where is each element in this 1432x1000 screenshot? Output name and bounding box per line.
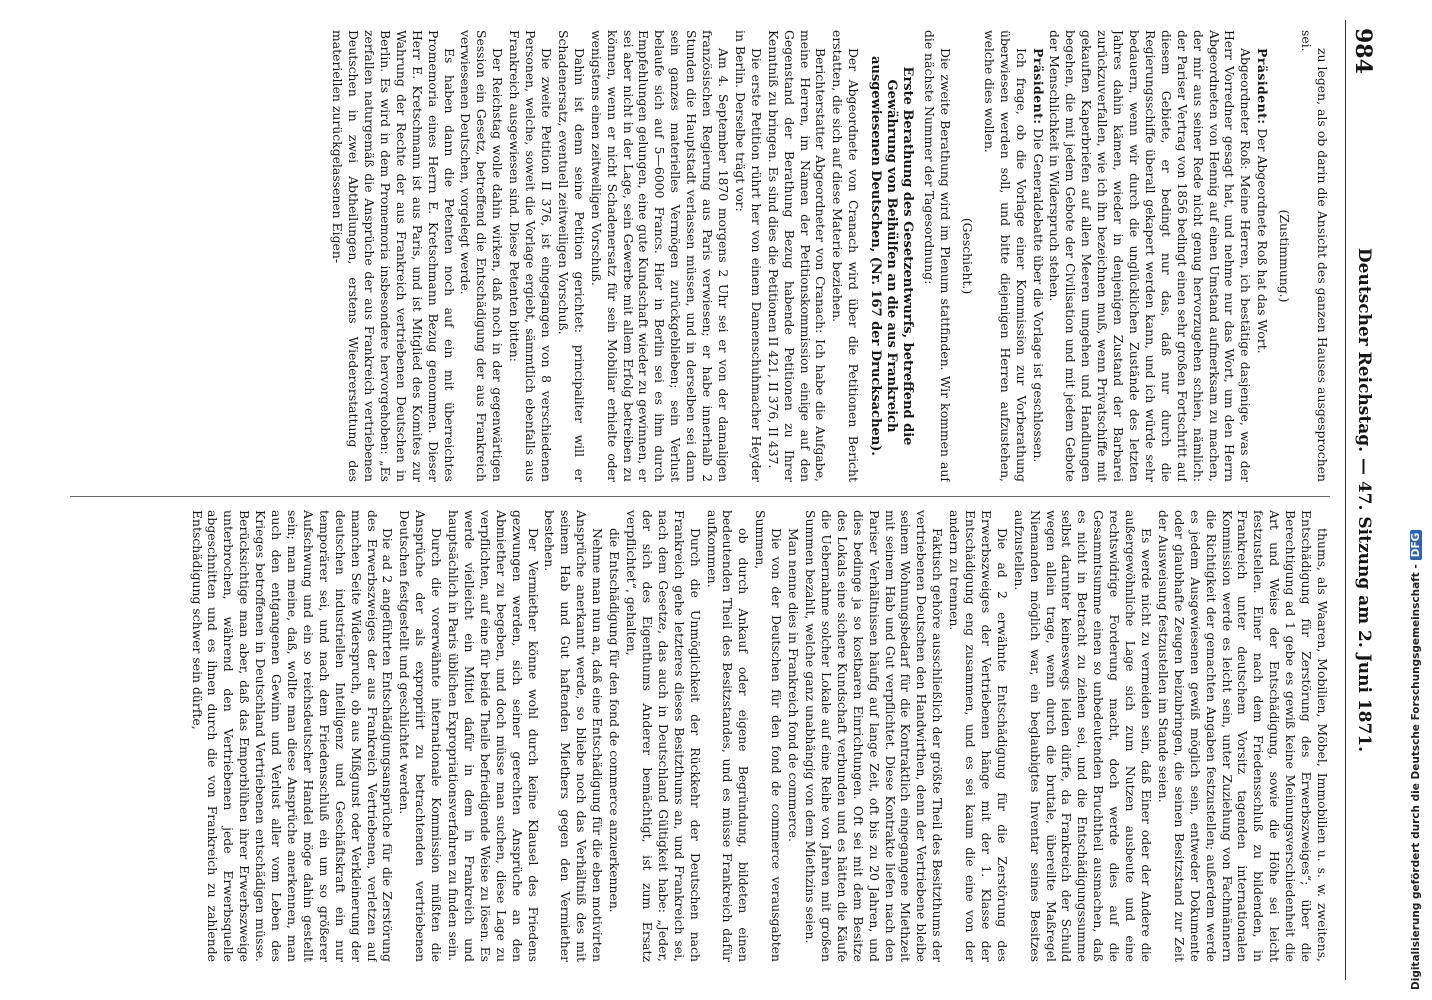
paragraph	[1047, 30, 1254, 482]
paragraph	[732, 30, 764, 482]
left-column	[60, 30, 1330, 482]
speaker-label: Präsident:	[1255, 48, 1271, 125]
paragraph-text: Am 4. September 1870 morgens 2 Uhr sei er von der damaligen französischen Regierung aus Paris verwiesen; er habe innerhalb 2 Stunden die Hauptstadt verlassen müssen, und in derselben sei dann sein ganzes materielles Vermögen zurückgeblieben; sein Verlust belaufe sich auf 5—6000 Francs. Hier in Berlin sei es ihm durch Empfehlungen gelungen, eine gute Kundschaft wieder zu gewinnen, er sei aber nicht in der Lage, sein Gewerbe mit allem Erfolg betreiben zu können, wenn er nicht Schadenersatz für sein Mobiliar erhielte oder wenigstens einen zeitweiligen Vorschuß.	[588, 30, 731, 482]
page-title: Deutscher Reichstag. — 47. Sitzung am 2. Juni 1871.	[1354, 247, 1374, 753]
credit-text: Digitalisierung gefördert durch die Deutsche Forschungsgemeinschaft -	[1410, 564, 1422, 990]
speaker-label: Präsident:	[1030, 48, 1046, 125]
paragraph-text: Abgeordneter Roß: Meine Herren, ich bestätige dasjenige, was der Herr Vorredner gesagt hat, und nehme nur das Wort, um den Herrn Abgeordneten von Hennig auf einen Umstand aufmerksam zu machen, der mir aus seiner Rede nicht genug hervorzugehen schien, nämlich: der Pariser Vertrag von 1856 bedingt einen sehr großen Fortschritt auf diesem Gebiete, er bedingt nur das, daß nur durch die Regierungsschiffe überall gekapert werden kann, und ich würde sehr bedauern, wenn wir durch die unglücklichen Zustände des letzten Jahres dahin kämen, wieder in denjenigen Zustand der Barbarei zurückzuverfallen, wie ich ihn bezeichnen muß, wenn Privatschiffe mit gekauften Kaperbriefen auf allen Meeren umgehen und Handlungen begehen, die mit jedem Gebote der Civilisation und mit jedem Gebote der Menschlichkeit in Widerspruch stehen.	[1047, 30, 1254, 482]
stage-direction	[959, 30, 975, 482]
paragraph	[189, 510, 396, 962]
paragraph-text: Die zweite Petition II 376, ist eingegangen von 8 verschiedenen Personen, welche, soweit die Vorlage ergiebt, sämmtlich ebenfalls aus Frankreich ausgewiesen sind. Diese Petenten bitten:	[507, 30, 555, 482]
stage-direction	[1276, 30, 1292, 482]
paragraph	[1298, 30, 1330, 482]
paragraph-text: Durch die vorerwähnte internationale Kommission müßten die Ansprüche der als expropriirt zu betrachtenden vertriebenen Deutschen festgestellt und geschlichtet werden.	[397, 510, 445, 962]
paragraph-text: Faktisch gehöre ausschließlich der größte Theil des Besitzthums der vertriebenen Deutschen den Handwirthen, denn der Vertriebene bleibe seinem Wohnungsbedarf für die Kontraktlich eingegangene Miethzeit mit seinem Hab und Gut verpflichtet. Diese Kontrakte liefen nach den Pariser Verhältnissen häufig auf lange Zeit, oft bis zu 20 Jahren, und dies bedinge ja so kostbaren Einrichtungen. Oft sei mit dem Besitze des Lokals eine sichere Kundschaft verbunden und es hätten die Käufe die Uebernahme solcher Lokale auf eine Reihe von Jahren mit großen Summen bezahlt, welche ganz unabhängig von dem Miethzins seien.	[803, 510, 946, 962]
paragraph	[506, 30, 554, 482]
paragraph	[829, 30, 861, 482]
paragraph-text: Ich frage, ob die Vorlage einer Kommission zur Vorberathung überwiesen werden soll, und bitte diejenigen Herren aufzustehen, welche dies wollen.	[981, 30, 1029, 482]
paragraph-text: Es haben dann die Petenten noch auf ein mit überreichtes Promemoria eines Herrn E. Kretschmann Bezug genommen. Dieser Herr E. Kretschmann ist aus Paris, und ist Mitglied des Komites zur Wahrung der Rechte der aus Frankreich vertriebenen Deutschen in Berlin. Es wird in dem Promemoria insbesondere hervorgehoben: „Es zerfallen naturgemäß die Ansprüche der aus Frankreich vertriebenen Deutschen in zwei Abtheilungen, erstens Wiedererstattung des materiellen zurückgelassenen Eigen-	[330, 30, 457, 482]
paragraph-text: Es werde nicht zu vermeiden sein, daß Einer oder der Andere die außergewöhnliche Lage sich zum Nutzen ausbeute und eine rechtswidrige Forderung macht, doch werde dies auf die Gesammtsumme einen so unbedeutenden Bruchtheil ausmachen, daß es nicht in Betracht zu ziehen sei, und die Entschädigungssumme selbst darunter keineswegs leiden dürfe, da Frankreich der Schuld wegen allein trage, wenn durch die brutale, übereilte Maßregel Niemanden möglich war, ein beglaubigtes Inventar seines Besitzes aufzustellen.	[1011, 510, 1155, 962]
paragraph-text: Die von der Deutschen für den fond de commerce verausgabten Summen,	[753, 510, 785, 962]
paragraph	[458, 30, 506, 482]
paragraph-text: Durch die Unmöglichkeit der Rückkehr der Deutschen nach Frankreich gehe letzteres dieses Besitzthums an, und Frankreich sei, nach dem Gesetze, das auch in Deutschland Gültigkeit habe: „Jeder, der sich des Eigenthums Anderer bemächtigt, ist zum Ersatz verpflichtet“, gehalten,	[624, 510, 703, 962]
right-column	[60, 510, 1330, 962]
paragraph	[623, 510, 703, 962]
paragraph-text: thums, als Waaren, Mobilien, Möbel, Immobilien u. s. w. zweitens, Entschädigung für Zerstörung des Erwerbszweiges“; über die Berechtigung ad 1 gebe es gewiß keine Meinungsverschiedenheit die Art und Weise der Entschädigung, sowie die Höhe sei leicht festzustellen. Einer nach dem Friedensschluß zu bildenden, in Frankreich unter deutschem Vorsitz tagenden internationalen Kommission werde es leicht sein, unter Zuziehung von Fachmännern die Richtigkeit der gemachten Angaben festzustellen; außerdem werde es jedem Ausgewiesenen gewiß möglich sein, entweder Dokumente oder glaubhafte Zeugen beizubringen, die seinen Besitzstand zur Zeit der Ausweisung festzustellen im Stande seien.	[1155, 510, 1330, 962]
paragraph	[1254, 30, 1270, 482]
paragraph	[588, 30, 731, 482]
paragraph	[1030, 30, 1046, 482]
dfg-logo: DFG	[1410, 530, 1422, 561]
paragraph	[606, 510, 622, 962]
paragraph-text: (Zustimmung.)	[1277, 209, 1293, 303]
page-header	[1345, 20, 1380, 980]
paragraph	[542, 510, 606, 962]
paragraph	[329, 30, 456, 482]
paragraph	[765, 30, 829, 482]
paragraph	[445, 510, 540, 962]
paragraph	[802, 510, 945, 962]
paragraph	[555, 30, 587, 482]
paragraph-text: Die ad 2 angeführten Entschädigungsansprüche für die Zerstörung des Erwerbszweiges der aus Frankreich Vertriebenen, verletzen auf manchen Seite Widerspruch, ob aus Mißgunst oder Verkleinerung der deutschen industriellen Intelligenz und Geschäftskraft ein nur temporärer sei, und nach dem Friedensschluß ein um so größerer Aufschwung und ein so reichsdeutscher Handel möge dahin gestellt sein; man meine, daß, wollte man diese Ansprüche anerkennen, man auch den entgangenen Gewinn und Verlust aller vom Leben des Krieges betroffenen in Deutschland Vertriebenen entschädigen müsse. Berücksichtige man aber, daß das Emporblühen ihrer Erwerbszweige unterbrochen, während den Vertriebenen jede Erwerbsquelle abgeschnitten und es ihnen durch die von Frankreich zu zahlende Entschädigung schwer sein dürfte,	[189, 510, 396, 962]
paragraph-text: Erste Berathung des Gesetzentwurfs, betreffend die Gewährung von Beihülfen an die aus Frankreich ausgewiesenen Deutschen, (Nr. 167 der Drucksachen).	[868, 56, 916, 456]
paragraph	[921, 30, 953, 482]
paragraph	[752, 510, 784, 962]
paragraph-text: Der Reichstag wolle dahin wirken, daß noch in der gegenwärtigen Session ein Gesetz, betreffend die Entschädigung der aus Frankreich verwiesenen Deutschen, vorgelegt werde.	[458, 30, 506, 482]
agenda-heading	[867, 38, 915, 474]
paragraph-text: Der Vermiether könne wohl durch keine Klausel des Friedens gezwungen werden, sich seiner gerechten Ansprüche an den Abmiether zu begeben, und doch müsse man suchen, diese Lage zu verpflichten, auf eine für beide Theile befriedigende Weise zu lösen. Es werde vielleicht ein Mittel dafür in dem in Frankreich und hauptsächlich in Paris üblichen Expropriationsverfahren zu finden sein.	[446, 510, 541, 962]
paragraph-text: ob durch Ankauf oder eigene Begründung, bildeten einen bedeutenden Theil des Besitzstandes, und es müsse Frankreich dafür aufkommen.	[704, 510, 752, 962]
paragraph-text: (Geschieht.)	[959, 217, 975, 295]
paragraph-text: Die Generaldebatte über die Vorlage ist geschlossen.	[1030, 128, 1046, 463]
paragraph	[1011, 510, 1154, 962]
page-number: 984	[1350, 28, 1376, 74]
paragraph-text: Die erste Petition rührt her von einem Damenschuhmacher Heyder in Berlin. Derselbe trägt vor:	[732, 30, 764, 482]
paragraph-text: Die zweite Berathung wird im Plenum stattfinden. Wir kommen auf die nächste Nummer der Tagesordnung:	[922, 30, 954, 482]
paragraph	[981, 30, 1029, 482]
rotated-page-content	[46, 20, 1386, 980]
paragraph-text: Der Abgeordnete von Cranach wird über die Petitionen Bericht erstatten, die sich auf diese Materie beziehen.	[830, 30, 862, 482]
paragraph-text: Nehme man nun an, daß eine Entschädigung für die eben motivirten Ansprüche anerkannt werde, so bliebe noch das Verhältniß des mit seinem Hab und Gut haftenden Miethers gegen den Vermiether bestehen.	[542, 510, 606, 962]
paragraph-text: Der Abgeordnete Roß hat das Wort.	[1255, 128, 1271, 354]
digitization-credit	[1410, 530, 1422, 990]
paragraph-text: Dahin ist denn seine Petition gerichtet: principaliter will er Schadenersatz, eventuell zeitweiligen Vorschuß.	[555, 30, 587, 482]
paragraph-text: Man nenne dies in Frankreich fond de commerce.	[786, 528, 802, 842]
paragraph-text: zu legen, als ob darin die Ansicht des ganzen Hauses ausgesprochen sei.	[1299, 30, 1330, 482]
paragraph	[1155, 510, 1330, 962]
paragraph-text: Berichterstatter Abgeordneter von Cranach: Ich habe die Aufgabe, meine Herren, im Namen der Petitionskommission einige auf den Gegenstand der Berathung Bezug habende Petitionen zu Ihrer Kenntniß zu bringen. Es sind dies die Petitionen II 421, II 376, II 437.	[765, 30, 829, 482]
paragraph-text: die Entschädigung für den fond de commerce anzuerkennen.	[607, 528, 623, 913]
paragraph	[785, 510, 801, 962]
paragraph-text: Die ad 2 erwähnte Entschädigung für die Zerstörung des Erwerbszweiges der Vertriebenen hänge mit der 1. Klasse der Entschädigung eng zusammen, und es sei kaum die eine von der andern zu trennen.	[947, 510, 1010, 962]
paragraph	[946, 510, 1010, 962]
paragraph	[396, 510, 444, 962]
paragraph	[704, 510, 752, 962]
column-divider	[70, 496, 1330, 497]
